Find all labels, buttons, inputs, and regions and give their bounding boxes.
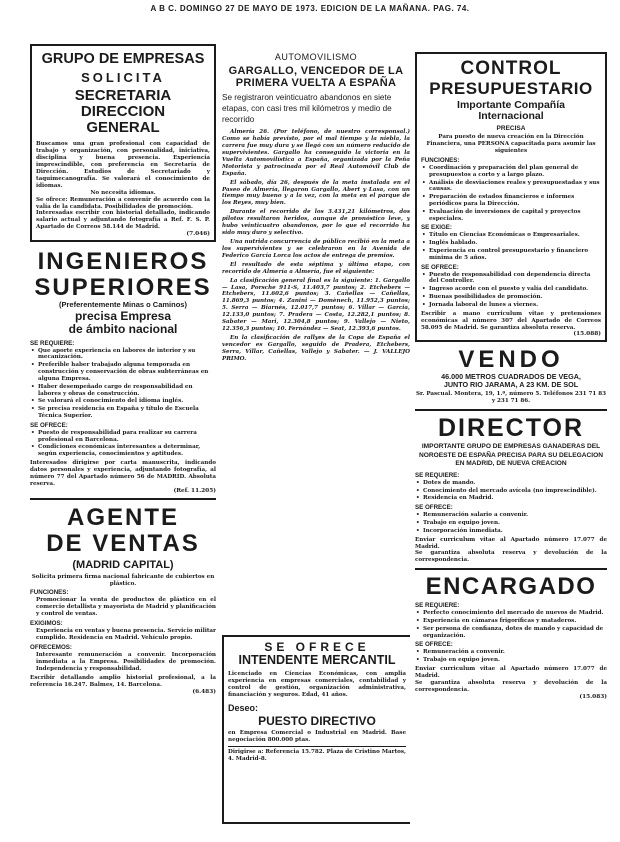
ad-intendente: SE OFRECE INTENDENTE MERCANTIL Licenciado en Ciencias Económicas, con amplia experiencia en empresas comerciales, contabilidad y control de gestión, organización administrativa, financiación y seguros. Edad, 41 años. Deseo: PUESTO DIRECTIVO en Empresa Comercial o Industrial en Madrid. Base negociación 800.000 ptas. Dirigirse a: Referencia 15.782. Plaza de Cristino Martos, 4. Madrid-8. (222, 635, 410, 824)
offers-list (421, 272, 601, 309)
list-item: • Conocimiento del mercado avícola (no imprescindible). (423, 488, 607, 495)
list-item: • Preferible haber trabajado alguna temporada en construcción y conservación de obras subterráneas en alguna Empresa. (38, 362, 216, 382)
paragraph: Escribir a mano curriculum vitae y pretensiones económicas al número 307 del Apartado de Correos 58.095 de Madrid. Se garantiza absoluta reserva. (421, 310, 601, 331)
list-item: • Trabajo en equipo joven. (423, 657, 607, 664)
article-kicker: AUTOMOVILISMO (274, 52, 358, 62)
paragraph: Enviar curriculum vitae al Apartado número 17.077 de Madrid. (415, 666, 607, 679)
requirements-list (415, 610, 607, 639)
list-item: • Experiencia en cámaras frigoríficas y mataderos. (423, 618, 607, 625)
ad-reference: (15.088) (573, 331, 601, 338)
ad-title: GRUPO DE EMPRESAS (41, 51, 205, 67)
ad-vendo: VENDO 46.000 METROS CUADRADOS DE VEGA, JUNTO RIO JARAMA, A 23 KM. DE SOL Sr. Pascual. Montera, 19, 1.º, número 5. Teléfonos 231 71 83 y 231 71 86. (415, 347, 607, 411)
list-item: • Dotes de mando. (423, 480, 607, 487)
list-item: • Que aporte experiencia en labores de interior y su mecanización. (38, 348, 216, 362)
ad-agente-ventas: AGENTE DE VENTAS (MADRID CAPITAL) Solicita primera firma nacional fabricante de cubiertos en plástico. FUNCIONES: Promocionar la venta de productos de plástico en el comercio detallista y mayorista de Madrid y planificación y control de ventas. EXIGIMOS: Experiencia en ventas y buena presencia. Servicio militar cumplido. Residencia en Madrid. Vehículo propio. OFRECEMOS: Interesante remuneración a convenir. Incorporación inmediata a la Empresa. Posibilidades de promoción. Independencia y responsabilidad. Escribir detallando amplio historial profesional, a la referencia 16.247. Balmes, 14. Barcelona. (6.483) (30, 503, 216, 695)
paragraph: Para puesto de nueva creación en la Dirección Financiera, una PERSONA capacitada para asumir las siguientes (426, 134, 596, 154)
divider (228, 746, 406, 747)
requirements-list (421, 232, 601, 261)
paragraph: Se ofrece: Remuneración a convenir de acuerdo con la valía de la candidata. Posibilidades de promoción. (36, 196, 210, 210)
list-item: • Buenas posibilidades de promoción. (429, 294, 601, 301)
article-automovilismo: AUTOMOVILISMO GARGALLO, VENCEDOR DE LA PRIMERA VUELTA A ESPAÑA Se registraron veinticuatro abandonos en siete etapas, con casi tres mil kilómetros y medio de recorrido Almería 26. (Por teléfono, de nuestro corresponsal.) Como se había previsto, por el mal tiempo y la niebla, la carrera fue muy dura y se llegó con un número reducido de supervivientes. Gargallo ha conseguido la victoria en la Vuelta Automovilística a España, organizada por la Peña Motorista y patrocinada por el Real Automóvil Club de España. El sábado, día 26, después de la meta instalada en el Paseo de Almería, llegaron Gargallo, Abert y Lasa, con un tiempo muy bueno y a la vez, con la meta en el parque de los Reyes, muy bien. Durante el recorrido de los 3.431,21 kilómetros, dos pilotos resultaron heridos, aunque de pronóstico leve, y hubo veinticuatro abandonos, por lo que el recorrido ha sido muy duro y selectivo. Una nutrida concurrencia de público recibió en la meta a los supervivientes y se celebraron en la Avenida de Federico García Lorca los actos de entrega de premios. El resultado de esta séptima y última etapa, con recorrido de Almería a Almería, fue el siguiente: La clasificación general final es la siguiente: 1. Gargallo — Lasa, Porsche 911-S, 11.403,7 puntos; 2. Etchebers — Etchebers, 11.602,6 puntos; 3. Cañellas — Cañellas, 11.869,3 puntos; 4. Zanini — Domènech, 11.952,3 puntos; 5. Serra — Biarnés, 12.017,7 puntos; 6. Villar — Garcia, 12.133,0 puntos; 7. Pradera — Costa, 12.282,1 puntos; 8. Sabater — Mari, 12.304,8 puntos; 9. Vallejo — Nieto, 12.356,3 puntos; 10. Fernández — Seat, 12.393,6 puntos. En la clasificación de rallyes de la Copa de España el vencedor es Gargallo, seguido de Pradera, Etchebers, Serra, Villar, Cañellas, Vallejo y Sabater. — J. VALLEJO PRIMO. (222, 52, 410, 362)
ad-ingenieros: INGENIEROS SUPERIORES (Preferentemente Minas o Caminos) precisa Empresa de ámbito nacional SE REQUIERE: • Que aporte experiencia en labores de interior y su mecanización. • Preferible haber trabajado alguna temporada en construcción y conservación de obras subterráneas en alguna Empresa. • Haber desempeñado cargo de responsabilidad en labores y obras de construcción. • Se valorará el conocimiento del idioma inglés. • Se precisa residencia en España y título de Escuela Técnica Superior. SE OFRECE: • Puesto de responsabilidad para realizar su carrera profesional en Barcelona. • Condiciones económicas interesantes a determinar, según experiencia, conocimientos y aptitudes. Interesados dirigirse por carta manuscrita, indicando datos personales y experiencia, adjuntando fotografía, al número 77 del Apartado número 56 de MADRID. Absoluta reserva. (Ref. 11.205) (30, 247, 216, 500)
article-lead: Se registraron veinticuatro abandonos en siete etapas, con casi tres mil kilómetros y medio de recorrido (222, 93, 392, 124)
paragraph: Buscamos una gran profesional con capacidad de trabajo y organización, con personalidad, iniciativa, disciplina y buena presencia. Experiencia imprescindible, con preferencia en Secretaría de Dirección. Estudios de Secretariado y taquimecanografía. Se valorará el conocimiento de idiomas. (36, 141, 210, 189)
ad-reference: (Ref. 11.205) (173, 487, 216, 494)
list-item: • Haber desempeñado cargo de responsabilidad en labores y obras de construcción. (38, 384, 216, 398)
requirements-list (415, 480, 607, 502)
list-item: • Título en Ciencias Económicas o Empresariales. (429, 232, 601, 239)
paragraph: Dirigirse a: Referencia 15.782. Plaza de Cristino Martos, 4. Madrid-8. (228, 748, 406, 762)
paragraph: Almería 26. (Por teléfono, de nuestro corresponsal.) Como se había previsto, por el mal tiempo y la niebla, la carrera fue muy dura y se llegó con un número reducido de supervivientes. Gargallo ha conseguido la victoria en la Vuelta Automovilística a España, organizada por la Peña Motorista y patrocinada por el Real Automóvil Club de España. (222, 129, 410, 177)
ad-director: DIRECTOR IMPORTANTE GRUPO DE EMPRESAS GANADERAS DEL NOROESTE DE ESPAÑA PRECISA PARA SU DELEGACION EN MADRID, DE NUEVA CREACION SE REQUIERE: • Dotes de mando. • Conocimiento del mercado avícola (no imprescindible). • Residencia en Madrid. SE OFRECE: • Remuneración salario a convenir. • Trabajo en equipo joven. • Incorporación inmediata. Enviar curriculum vitae al Apartado número 17.077 de Madrid. Se garantiza absoluta reserva y devolución de la correspondencia. (415, 415, 607, 570)
list-item: • Puesto de responsabilidad para realizar su carrera profesional en Barcelona. (38, 430, 216, 444)
list-item: • Experiencia en control presupuestario y financiero mínima de 5 años. (429, 248, 601, 262)
paragraph: en Empresa Comercial o Industrial en Madrid. Base negociación 800.000 ptas. (228, 729, 406, 743)
list-item: • Residencia en Madrid. (423, 495, 607, 502)
ad-encargado: ENCARGADO SE REQUIERE: • Perfecto conocimiento del mercado de nuevos de Madrid. • Experiencia en cámaras frigoríficas y mataderos. • Ser persona de confianza, dotes de mando y capacidad de organización. SE OFRECE: • Remuneración a convenir. • Trabajo en equipo joven. Enviar curriculum vitae al Apartado número 17.077 de Madrid. Se garantiza absoluta reserva y devolución de la correspondencia. (15.083) (415, 574, 607, 699)
paragraph: Interesadas escribir con historial detallado, indicando salario actual y adjuntando fotografía a Ref. F. S. P. Apartado de Correos 58.144 de Madrid. (36, 210, 210, 231)
offers-list (30, 430, 216, 458)
paragraph: Durante el recorrido de los 3.431,21 kilómetros, dos pilotos resultaron heridos, aunque de pronóstico leve, y hubo veinticuatro abandonos, por lo que el recorrido ha sido muy duro y selectivo. (222, 209, 410, 237)
list-item: • Incorporación inmediata. (423, 528, 607, 535)
paragraph: Enviar curriculum vitae al Apartado número 17.077 de Madrid. (415, 536, 607, 550)
list-item: • Coordinación y preparación del plan general de presupuestos a corto y a largo plazo. (429, 165, 601, 179)
paragraph: Licenciado en Ciencias Económicas, con amplia experiencia en empresas comerciales, contabilidad y control de gestión, organización administrativa, financiación y seguros. Edad, 41 años. (228, 670, 406, 698)
paragraph: Escribir detallando amplio historial profesional, a la referencia 16.247. Balmes, 14. Barcelona. (30, 674, 216, 688)
paragraph: La clasificación general final es la siguiente: 1. Gargallo — Lasa, Porsche 911-S, 11.403,7 puntos; 2. Etchebers — Etchebers, 11.602,6 puntos; 3. Cañellas — Cañellas, 11.869,3 puntos; 4. Zanini — Domènech, 11.952,3 puntos; 5. Serra — Biarnés, 12.017,7 puntos; 6. Villar — Garcia, 12.133,0 puntos; 7. Pradera — Costa, 12.282,1 puntos; 8. Sabater — Mari, 12.304,8 puntos; 9. Vallejo — Nieto, 12.356,3 puntos; 10. Fernández — Seat, 12.393,6 puntos. (222, 277, 410, 333)
ad-reference: (6.483) (192, 688, 216, 695)
paragraph: El sábado, día 26, después de la meta instalada en el Paseo de Almería, llegaron Gargallo, Abert y Lasa, con un tiempo muy bueno y a la vez, con la meta en el parque de los Reyes, muy bien. (222, 179, 410, 207)
list-item: • Condiciones económicas interesantes a determinar, según experiencia, conocimientos y aptitudes. (38, 444, 216, 458)
list-item: • Preparación de estados financieros e informes periódicos para la Dirección. (429, 194, 601, 208)
column-middle (222, 52, 410, 842)
list-item: • Perfecto conocimiento del mercado de nuevos de Madrid. (423, 610, 607, 617)
paragraph: Solicita primera firma nacional fabricante de cubiertos en plástico. (31, 573, 215, 587)
list-item: • Ser persona de confianza, dotes de mando y capacidad de organización. (423, 626, 607, 640)
requirements-list (30, 348, 216, 420)
list-item: • Evaluación de inversiones de capital y proyectos especiales. (429, 209, 601, 223)
paragraph: El resultado de esta séptima y última etapa, con recorrido de Almería a Almería, fue el siguiente: (222, 261, 410, 275)
ad-control-presupuestario: CONTROL PRESUPUESTARIO Importante Compañía Internacional PRECISA Para puesto de nueva creación en la Dirección Financiera, una PERSONA capacitada para asumir las siguientes FUNCIONES: • Coordinación y preparación del plan general de presupuestos a corto y a largo plazo. • Análisis de desviaciones reales y presupuestadas y sus causas. • Preparación de estados financieros e informes periódicos para la Dirección. • Evaluación de inversiones de capital y proyectos especiales. SE EXIGE: • Título en Ciencias Económicas o Empresariales. • Inglés hablado. • Experiencia en control presupuestario y financiero mínima de 5 años. SE OFRECE: • Puesto de responsabilidad con dependencia directa del Controller. • Ingreso acorde con el puesto y valía del candidato. • Buenas posibilidades de promoción. • Jornada laboral de lunes a viernes. Escribir a mano curriculum vitae y pretensiones económicas al número 307 del Apartado de Correos 58.095 de Madrid. Se garantiza absoluta reserva. (15.088) (415, 52, 607, 342)
column-left (30, 44, 216, 834)
paragraph: Se garantiza absoluta reserva y devolución de la correspondencia. (415, 550, 607, 564)
column-right (415, 52, 607, 842)
list-item: • Se valorará el conocimiento del idioma inglés. (38, 398, 216, 405)
paragraph: En la clasificación de rallyes de la Copa de España el vencedor es Gargallo, seguido de Pradera, Etchebers, Serra, Villar, Cañellas, Vallejo y Sabater. — J. VALLEJO PRIMO. (222, 334, 410, 362)
paragraph: Se garantiza absoluta reserva y devolución de la correspondencia. (415, 679, 607, 693)
list-item: • Ingreso acorde con el puesto y valía del candidato. (429, 286, 601, 293)
list-item: • Se precisa residencia en España y título de Escuela Técnica Superior. (38, 406, 216, 420)
list-item: • Puesto de responsabilidad con dependencia directa del Controller. (429, 272, 601, 286)
functions-list (421, 165, 601, 223)
list-item: • Trabajo en equipo joven. (423, 520, 607, 527)
paragraph: Una nutrida concurrencia de público recibió en la meta a los supervivientes y se celebraron en la Avenida de Federico García Lorca los actos de entrega de premios. (222, 238, 410, 259)
ad-reference: (7.046) (186, 231, 210, 238)
list-item: • Remuneración salario a convenir. (423, 512, 607, 519)
list-item: • Inglés hablado. (429, 240, 601, 247)
offers-list (415, 649, 607, 664)
offers-list (415, 512, 607, 534)
paragraph: Interesados dirigirse por carta manuscrita, indicando datos personales y experiencia, adjuntando fotografía, al número 77 del Apartado número 56 de MADRID. Absoluta reserva. (30, 460, 216, 487)
list-item: • Remuneración a convenir. (423, 649, 607, 656)
page-header: A B C. DOMINGO 27 DE MAYO DE 1973. EDICION DE LA MAÑANA. PAG. 74. (150, 4, 470, 13)
paragraph: Sr. Pascual. Montera, 19, 1.º, número 5. Teléfonos 231 71 83 y 231 71 86. (415, 391, 607, 405)
ad-reference: (15.083) (579, 693, 607, 700)
paragraph: No necesita idiomas. (90, 189, 156, 196)
article-headline: GARGALLO, VENCEDOR DE LA (228, 65, 404, 77)
list-item: • Jornada laboral de lunes a viernes. (429, 302, 601, 309)
list-item: • Análisis de desviaciones reales y presupuestadas y sus causas. (429, 180, 601, 194)
ad-secretaria: GRUPO DE EMPRESAS SOLICITA SECRETARIA DIRECCION GENERAL Buscamos una gran profesional con capacidad de trabajo y organización, con personalidad, iniciativa, disciplina y buena presencia. Experiencia imprescindible, con preferencia en Secretaría de Dirección. Estudios de Secretariado y taquimecanografía. Se valorará el conocimiento de idiomas. No necesita idiomas. Se ofrece: Remuneración a convenir de acuerdo con la valía de la candidata. Posibilidades de promoción. Interesadas escribir con historial detallado, indicando salario actual y adjuntando fotografía a Ref. F. S. P. Apartado de Correos 58.144 de Madrid. (7.046) (30, 44, 216, 242)
